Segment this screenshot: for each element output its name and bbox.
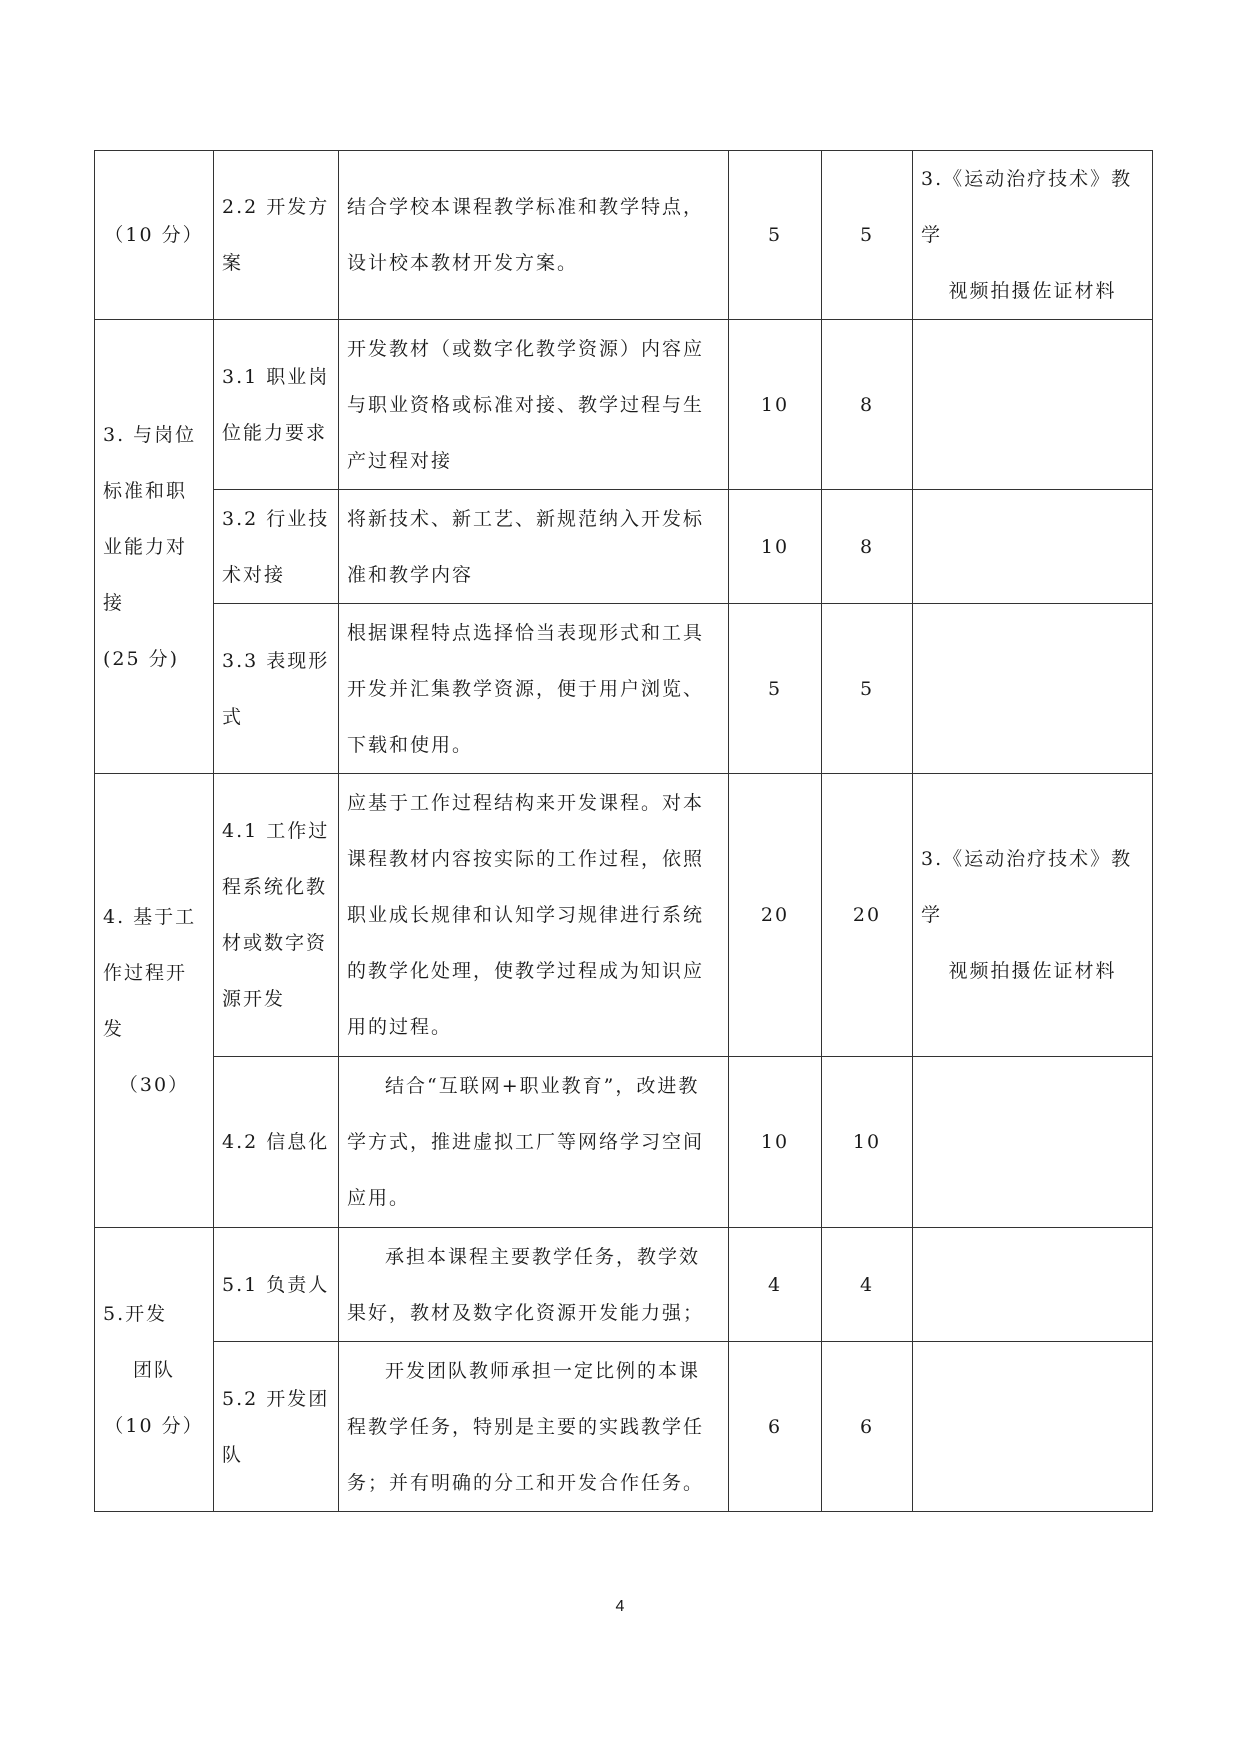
evidence-cell [913, 1342, 1153, 1512]
full-score-cell [729, 604, 822, 774]
full-score: 5 [767, 224, 783, 246]
description-text: 将新技术、新工艺、新规范纳入开发标准和教学内容 [347, 507, 705, 586]
table-row [95, 151, 1153, 320]
score: 8 [859, 535, 875, 558]
full-score: 10 [760, 535, 790, 558]
description-text: 根据课程特点选择恰当表现形式和工具开发并汇集教学资源，便于用户浏览、下载和使用。 [347, 621, 705, 756]
score-cell [822, 320, 913, 490]
description-text: 开发教材（或数字化教学资源）内容应与职业资格或标准对接、教学过程与生产过程对接 [347, 337, 705, 472]
category-cell [95, 151, 214, 320]
description-text: 结合“互联网+职业教育”，改进教学方式，推进虚拟工厂等网络学习空间应用。 [347, 1075, 705, 1209]
score-cell [822, 1342, 913, 1512]
score-cell [822, 604, 913, 774]
item-label: 4.2 信息化 [222, 1131, 330, 1153]
item-cell [214, 604, 339, 774]
description-cell [339, 320, 729, 490]
evidence-line-1: 3.《运动治疗技术》教学 [921, 848, 1133, 926]
item-cell [214, 1342, 339, 1512]
item-label: 5.1 负责人 [222, 1273, 330, 1296]
evidence-cell [913, 774, 1153, 1057]
score: 5 [859, 224, 875, 246]
description-text: 应基于工作过程结构来开发课程。对本课程教材内容按实际的工作过程，依照职业成长规律和认知学习规律进行系统的教学化处理，使教学过程成为知识应用的过程。 [347, 792, 705, 1038]
evidence-cell [913, 490, 1153, 604]
item-label: 2.2 开发方案 [222, 196, 330, 274]
description-text: 开发团队教师承担一定比例的本课程教学任务，特别是主要的实践教学任务；并有明确的分工和开发合作任务。 [347, 1359, 705, 1494]
evidence-line-2: 视频拍摄佐证材料 [948, 960, 1117, 982]
score: 6 [859, 1415, 875, 1438]
category-cell [95, 1228, 214, 1512]
full-score: 20 [760, 904, 790, 926]
full-score-cell [729, 151, 822, 320]
full-score-cell [729, 320, 822, 490]
full-score: 4 [767, 1273, 783, 1296]
score: 8 [859, 393, 875, 416]
full-score: 10 [760, 393, 790, 416]
evidence-cell [913, 1228, 1153, 1342]
full-score-cell [729, 490, 822, 604]
full-score: 5 [767, 677, 783, 700]
description-cell [339, 774, 729, 1057]
category-label: 4. 基于工作过程开发 [103, 905, 197, 1040]
score: 10 [852, 1131, 882, 1153]
category-points: (25 分) [103, 647, 180, 670]
item-cell [214, 490, 339, 604]
item-label: 4.1 工作过程系统化教材或数字资源开发 [222, 820, 330, 1010]
table-row [95, 1342, 1153, 1512]
item-label: 3.3 表现形式 [222, 649, 330, 728]
full-score-cell [729, 774, 822, 1057]
full-score-cell [729, 1342, 822, 1512]
full-score-cell [729, 1228, 822, 1342]
score-cell [822, 490, 913, 604]
description-cell [339, 490, 729, 604]
description-cell [339, 1057, 729, 1228]
category-label: （10 分） [104, 224, 204, 246]
description-cell [339, 151, 729, 320]
category-points: （30） [118, 1073, 190, 1096]
score-cell [822, 774, 913, 1057]
description-cell [339, 1228, 729, 1342]
description-cell [339, 1342, 729, 1512]
full-score-cell [729, 1057, 822, 1228]
full-score: 10 [760, 1131, 790, 1153]
category-points: （10 分） [104, 1414, 204, 1437]
table-row [95, 604, 1153, 774]
category-label: 5.开发 [103, 1302, 168, 1325]
evidence-cell [913, 151, 1153, 320]
evidence-cell [913, 604, 1153, 774]
evidence-line-2: 视频拍摄佐证材料 [948, 280, 1117, 302]
item-cell [214, 774, 339, 1057]
item-label: 5.2 开发团队 [222, 1387, 330, 1466]
description-text: 结合学校本课程教学标准和教学特点，设计校本教材开发方案。 [347, 196, 705, 274]
category-cell [95, 320, 214, 774]
category-label-cont: 团队 [132, 1358, 175, 1381]
evaluation-table [94, 150, 1153, 1512]
item-cell [214, 320, 339, 490]
evidence-cell [913, 320, 1153, 490]
table-row [95, 774, 1153, 1057]
table-row [95, 490, 1153, 604]
category-cell [95, 774, 214, 1228]
item-cell [214, 1057, 339, 1228]
table-row [95, 1057, 1153, 1228]
description-text: 承担本课程主要教学任务，教学效果好，教材及数字化资源开发能力强； [347, 1245, 705, 1324]
table-row [95, 320, 1153, 490]
score: 20 [852, 904, 882, 926]
evidence-cell [913, 1057, 1153, 1228]
item-label: 3.2 行业技术对接 [222, 507, 330, 586]
category-label: 3. 与岗位标准和职业能力对接 [103, 423, 197, 614]
table-row [95, 1228, 1153, 1342]
description-cell [339, 604, 729, 774]
item-cell [214, 1228, 339, 1342]
page-number: 4 [615, 1598, 625, 1615]
score: 5 [859, 677, 875, 700]
score: 4 [859, 1273, 875, 1296]
item-label: 3.1 职业岗位能力要求 [222, 365, 330, 444]
score-cell [822, 1228, 913, 1342]
score-cell [822, 1057, 913, 1228]
item-cell [214, 151, 339, 320]
score-cell [822, 151, 913, 320]
evidence-line-1: 3.《运动治疗技术》教学 [921, 168, 1133, 246]
full-score: 6 [767, 1415, 783, 1438]
